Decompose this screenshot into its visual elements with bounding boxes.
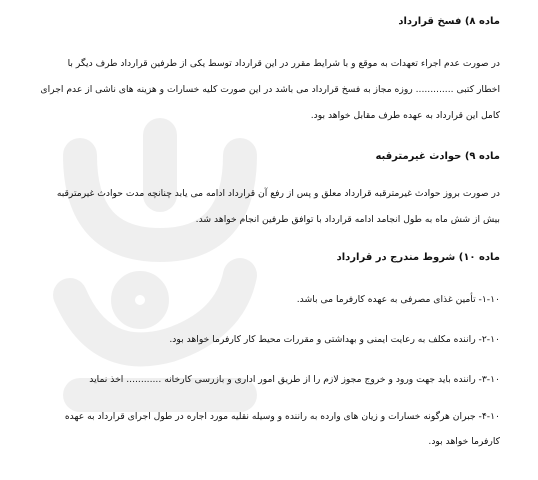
section-10-heading: ماده ۱۰) شروط مندرج در قرارداد [336,252,500,263]
section-8-line-1: در صورت عدم اجراء تعهدات به موقع و با شرایط مقرر در این قرارداد توسط یکی از طرفین قرارداد طرف دیگر با [67,58,500,69]
clause-10-2: ۲-۱۰- راننده مکلف به رعایت ایمنی و بهداشتی و مقررات محیط کار کارفرما خواهد بود. [169,334,500,345]
section-9-line-1: در صورت بروز حوادث غیرمترقبه قرارداد معلق و پس از رفع آن قرارداد ادامه می یابد چنانچه مدت حوادث غیرمترقبه [56,188,500,199]
clause-10-3: ۳-۱۰- راننده باید جهت ورود و خروج مجوز لازم را از طریق امور اداری و بازرسی کارخانه ............ اخذ نماید [89,374,500,385]
section-8-body [38,53,500,126]
section-9-line-2: بیش از شش ماه به طول انجامد ادامه قرارداد با توافق طرفین انجام خواهد شد. [195,214,500,225]
section-8-line-2: اخطار کتبی ............. روزه مجاز به فسخ قرارداد می باشد در این صورت کلیه خسارات و هزینه های ناشی از عدم اجرای [40,84,500,95]
section-9-heading: ماده ۹) حوادث غیرمترقبه [375,151,500,162]
clause-10-1: ۱-۱۰- تأمین غذای مصرفی به عهده کارفرما می باشد. [296,294,500,305]
clause-10-4-line-2: کارفرما خواهد بود. [428,436,500,447]
section-8-heading: ماده ۸) فسخ قرارداد [398,16,500,27]
section-9-body [38,183,500,230]
section-8-line-3: کامل این قرارداد به عهده طرف مقابل خواهد بود. [310,110,500,121]
clause-10-4-line-1: ۴-۱۰- جبران هرگونه خسارات و زیان های وارده به راننده و وسیله نقلیه مورد اجاره در طول اجرای قرارداد به عهده [64,411,500,422]
